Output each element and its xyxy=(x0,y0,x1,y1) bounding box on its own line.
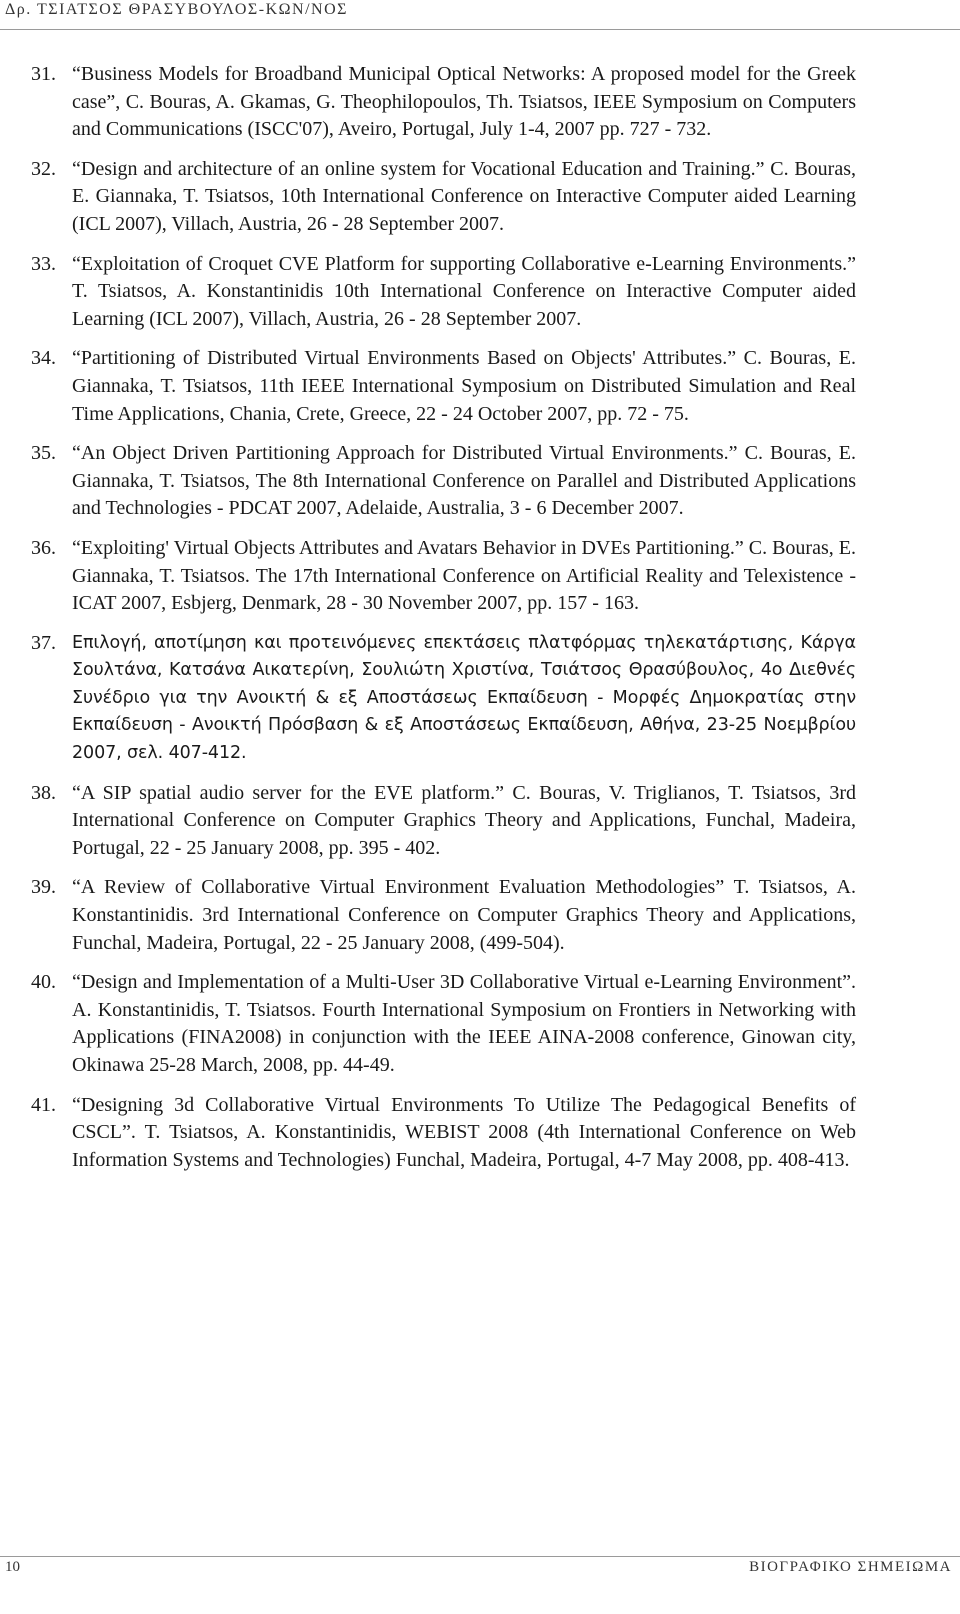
publication-citation: “Design and Implementation of a Multi-User 3D Collaborative Virtual e-Learning Environment”. A. Konstantinidis, T. Tsiatsos. Fourth International Symposium on Frontiers in Networking with Applications (FINA2008) in conjunction with the IEEE AINA-2008 conference, Ginowan city, Okinawa 25-28 March, 2008, pp. 44-49. xyxy=(72,971,856,1076)
publication-number: 38. xyxy=(31,781,56,804)
publication-item xyxy=(0,630,856,768)
publication-number: 41. xyxy=(31,1093,56,1116)
publication-item xyxy=(0,969,856,1079)
page-header xyxy=(0,0,960,30)
page-footer xyxy=(0,1556,960,1614)
publication-number: 39. xyxy=(31,876,56,899)
publication-citation: “A SIP spatial audio server for the EVE platform.” C. Bouras, V. Triglianos, T. Tsiatsos, 3rd International Conference on Computer Graphics Theory and Applications, Funchal, Madeira, Portugal, 22 - 25 January 2008, pp. 395 - 402. xyxy=(72,781,856,859)
publication-citation: “Designing 3d Collaborative Virtual Environments To Utilize The Pedagogical Benefits of CSCL”. T. Tsiatsos, A. Konstantinidis, WEBIST 2008 (4th International Conference on Web Information Systems and Technologies) Funchal, Madeira, Portugal, 4-7 May 2008, pp. 408-413. xyxy=(72,1093,856,1171)
publication-number: 33. xyxy=(31,252,56,275)
publication-item xyxy=(0,61,856,144)
publication-number: 36. xyxy=(31,536,56,559)
publication-citation: “Design and architecture of an online system for Vocational Education and Training.” C. Bouras, E. Giannaka, T. Tsiatsos, 10th International Conference on Interactive Computer aided Learning (ICL 2007), Villach, Austria, 26 - 28 September 2007. xyxy=(72,157,856,235)
publication-item xyxy=(0,1092,856,1175)
publication-number: 31. xyxy=(31,63,56,85)
document-title: ΒΙΟΓΡΑΦΙΚΟ ΣΗΜΕΙΩΜΑ xyxy=(749,1559,952,1575)
publication-number: 32. xyxy=(31,157,56,180)
header-author: Δρ. ΤΣΙΑΤΣΟΣ ΘΡΑΣΥΒΟΥΛΟΣ-ΚΩΝ/ΝΟΣ xyxy=(5,1,348,18)
publication-item xyxy=(0,345,856,428)
publication-citation: “Business Models for Broadband Municipal Optical Networks: A proposed model for the Greek case”, C. Bouras, A. Gkamas, G. Theophilopoulos, Th. Tsiatsos, IEEE Symposium on Computers and Communications (ISCC'07), Aveiro, Portugal, July 1-4, 2007 pp. 727 - 732. xyxy=(72,63,856,141)
publication-number: 37. xyxy=(31,631,56,654)
publication-item xyxy=(0,874,856,957)
publication-item xyxy=(0,251,856,334)
publication-citation: “Exploiting' Virtual Objects Attributes and Avatars Behavior in DVEs Partitioning.” C. Bouras, E. Giannaka, T. Tsiatsos. The 17th International Conference on Artificial Reality and Telexistence - ICAT 2007, Esbjerg, Denmark, 28 - 30 November 2007, pp. 157 - 163. xyxy=(72,536,856,615)
publication-item xyxy=(0,535,856,618)
publication-citation: “An Object Driven Partitioning Approach for Distributed Virtual Environments.” C. Bouras, E. Giannaka, T. Tsiatsos, The 8th International Conference on Parallel and Distributed Applications and Technologies - PDCAT 2007, Adelaide, Australia, 3 - 6 December 2007. xyxy=(72,442,856,520)
page-number: 10 xyxy=(5,1559,20,1575)
publication-item xyxy=(0,440,856,523)
publication-citation: Επιλογή, αποτίμηση και προτεινόμενες επεκτάσεις πλατφόρμας τηλεκατάρτισης, Κάργα Σουλτάνα, Κατσάνα Αικατερίνη, Σουλιώτη Χριστίνα, Τσιάτσος Θρασύβουλος, 4ο Διεθνές Συνέδριο για την Ανοικτή & εξ Αποστάσεως Εκπαίδευση - Μορφές Δημοκρατίας στην Εκπαίδευση - Ανοικτή Πρόσβαση & εξ Αποστάσεως Εκπαίδευση, Αθήνα, 23-25 Νοεμβρίου 2007, σελ. 407-412. xyxy=(72,632,856,764)
publication-item xyxy=(0,156,856,239)
publication-number: 35. xyxy=(31,442,56,465)
publication-citation: “A Review of Collaborative Virtual Environment Evaluation Methodologies” T. Tsiatsos, A. Konstantinidis. 3rd International Conference on Computer Graphics Theory and Applications, Funchal, Madeira, Portugal, 22 - 25 January 2008, (499-504). xyxy=(72,876,856,954)
publication-number: 34. xyxy=(31,347,56,370)
publication-citation: “Exploitation of Croquet CVE Platform for supporting Collaborative e-Learning Environments.” T. Tsiatsos, A. Konstantinidis 10th International Conference on Interactive Computer aided Learning (ICL 2007), Villach, Austria, 26 - 28 September 2007. xyxy=(72,252,856,330)
publication-number: 40. xyxy=(31,971,56,994)
publication-list xyxy=(0,61,960,1186)
publication-citation: “Partitioning of Distributed Virtual Environments Based on Objects' Attributes.” C. Bouras, E. Giannaka, T. Tsiatsos, 11th IEEE International Symposium on Distributed Simulation and Real Time Applications, Chania, Crete, Greece, 22 - 24 October 2007, pp. 72 - 75. xyxy=(72,347,856,425)
publication-item xyxy=(0,780,856,863)
